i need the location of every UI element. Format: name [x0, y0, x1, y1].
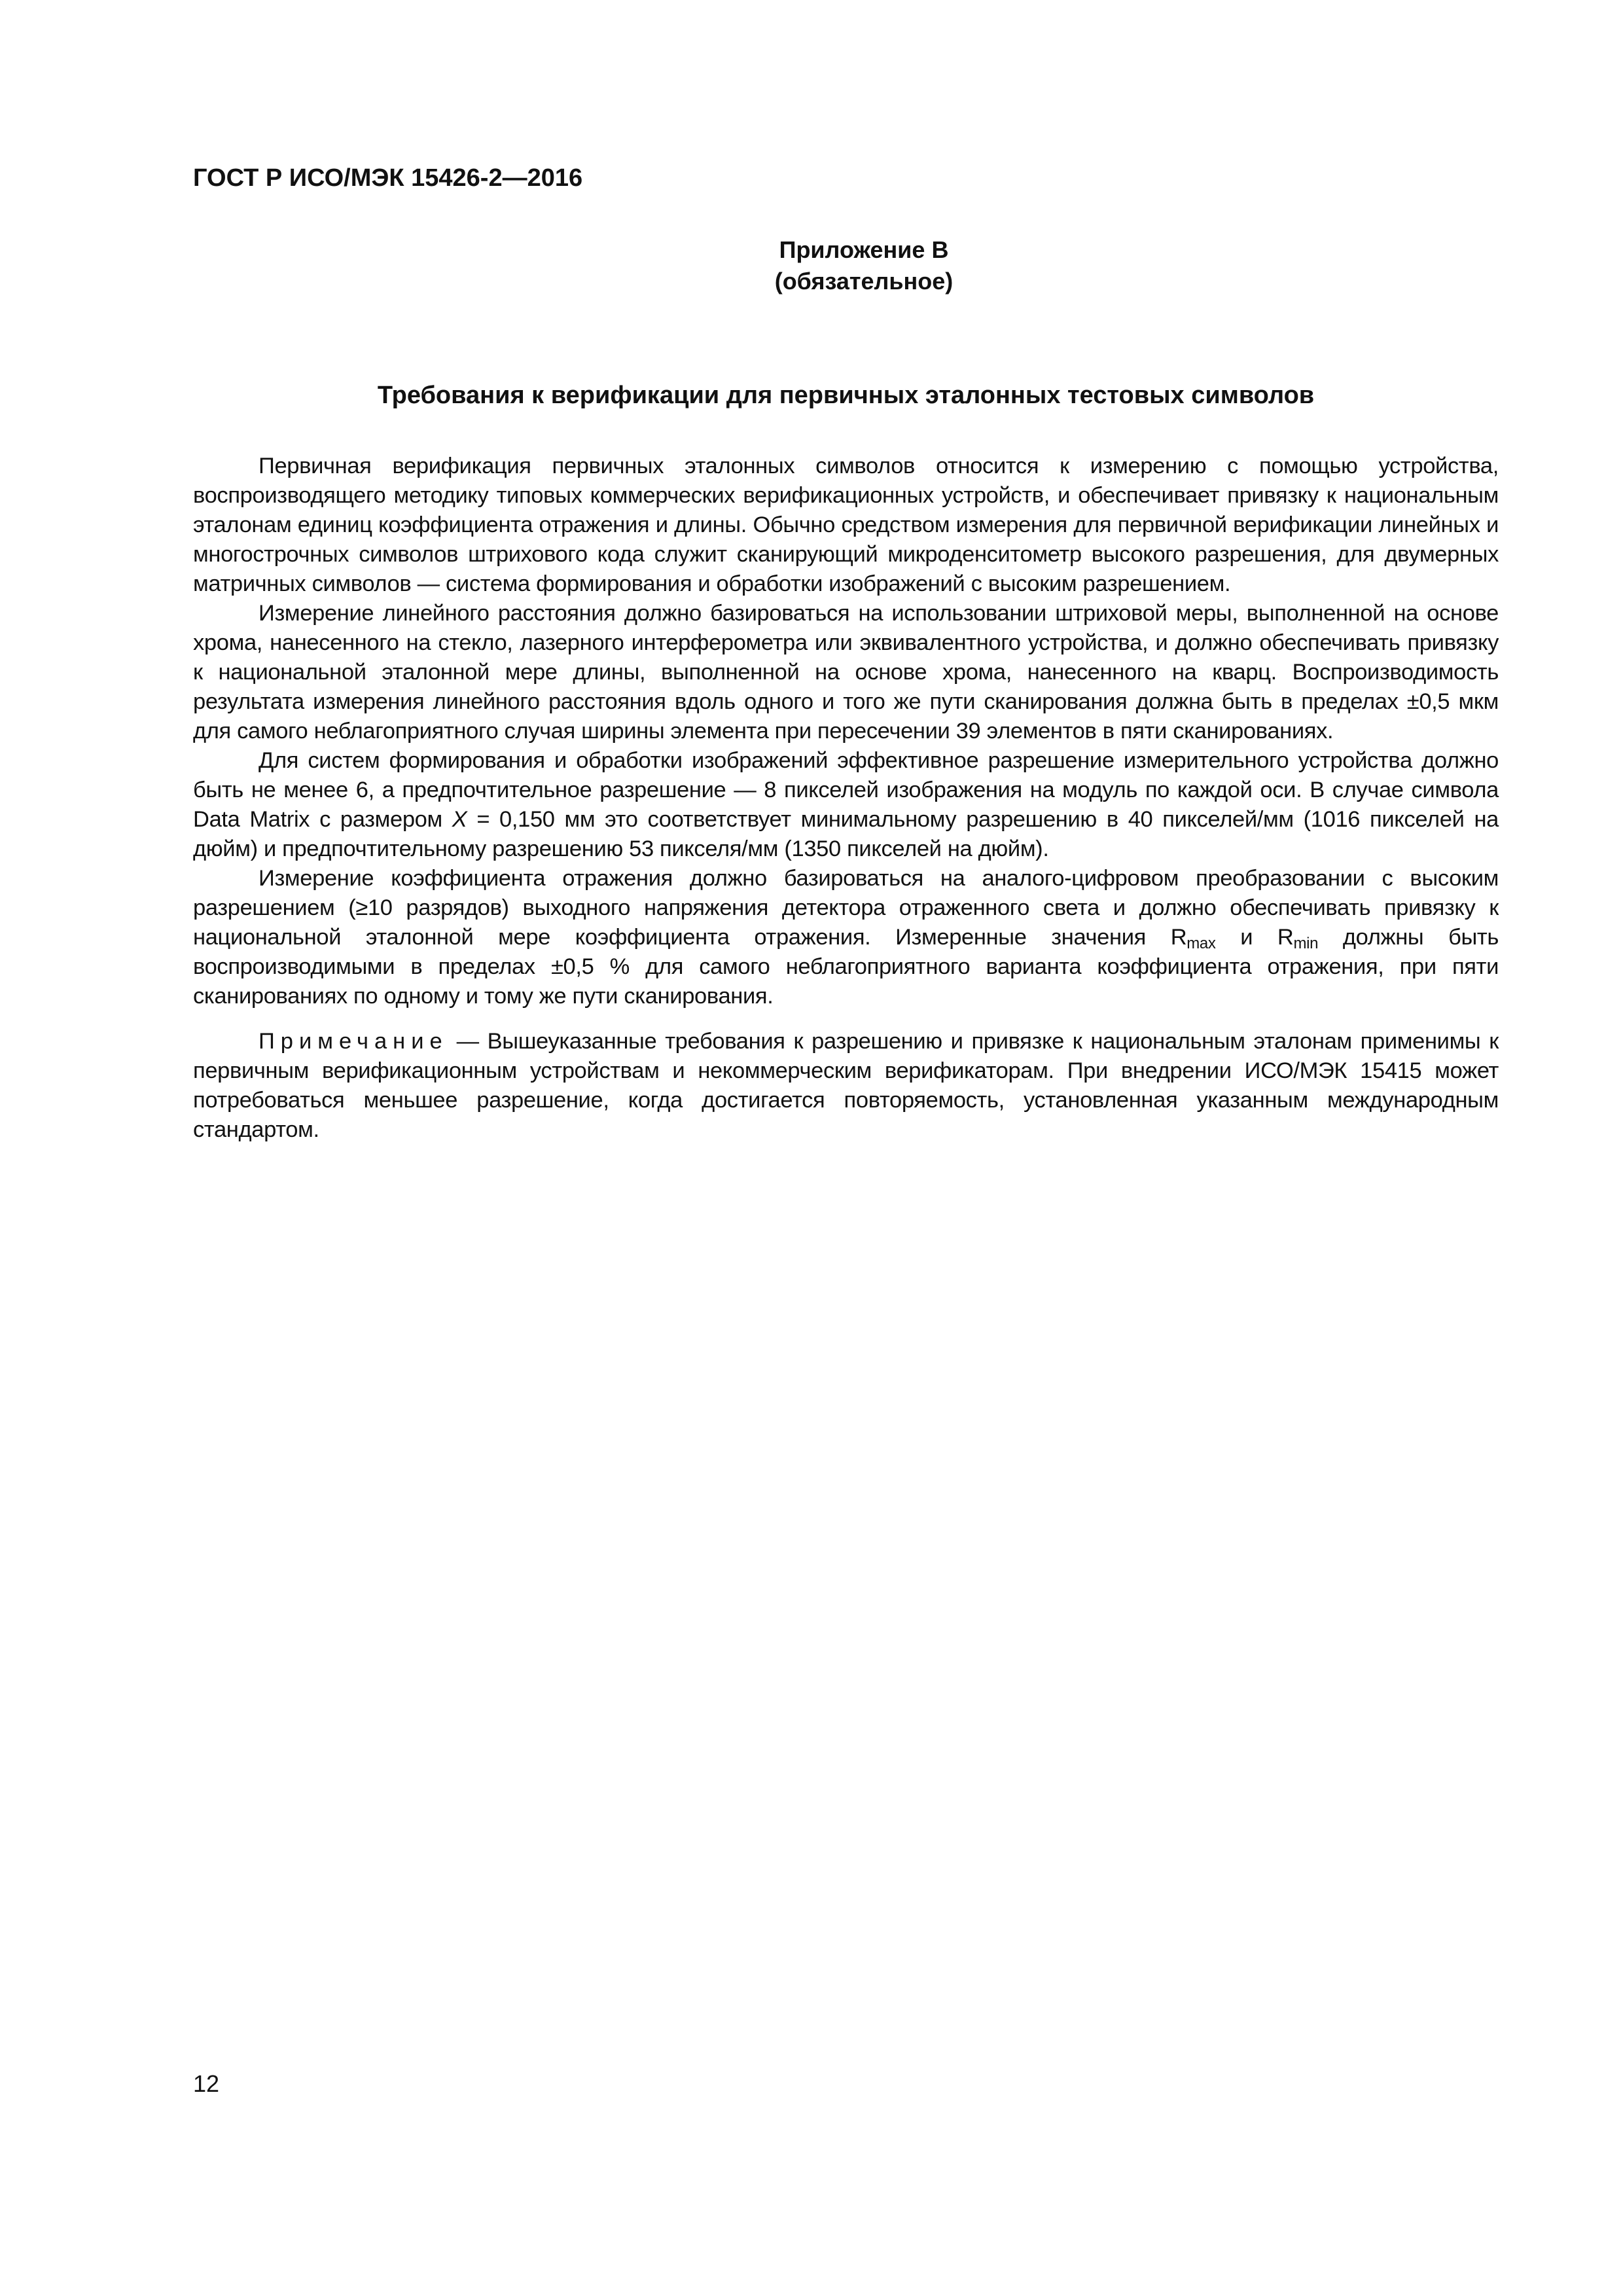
annex-status: (обязательное) — [774, 268, 954, 295]
note-text: — Вышеуказанные требования к разрешению и привязке к национальным эталонам применимы к первичным верификационным устройствам и некоммерческим верификаторам. При внедрении ИСО/МЭК 15415 может потребоваться меньшее разрешение, когда достигается повторяемость, установленная указанным международным стандартом. — [193, 1029, 1499, 1142]
module-size-variable: X — [452, 807, 467, 832]
section-title: Требования к верификации для первичных эталонных тестовых символов — [377, 382, 1315, 409]
paragraph-3-part-b: = 0,150 мм это соответствует минимальному разрешению в 40 пикселей/мм (1016 пикселей на дюйм) и предпочтительному разрешению 53 пикселя/мм (1350 пикселей на дюйм). — [193, 807, 1499, 861]
paragraph-3 — [193, 746, 1499, 864]
paragraph-3-part-a: Для систем формирования и обработки изображений эффективное разрешение измерительного устройства должно быть не менее 6, а предпочтительное разрешение — 8 пикселей изображения на модуль по каждой оси. В случае символа Data Matrix с размером — [193, 748, 1499, 832]
paragraph-2: Измерение линейного расстояния должно базироваться на использовании штриховой меры, выполненной на основе хрома, нанесенного на стекло, лазерного интерферометра или эквивалентного устройства, и должно обеспечивать привязку к национальной эталонной мере длины, выполненной на основе хрома, нанесенного на кварц. Воспроизводимость результата измерения линейного расстояния вдоль одного и того же пути сканирования должна быть в пределах ±0,5 мкм для самого неблагоприятного случая ширины элемента при пересечении 39 элементов в пяти сканированиях. — [193, 601, 1499, 744]
page-number: 12 — [193, 2070, 220, 2097]
paragraph-4-mid: и R — [1215, 925, 1294, 950]
paragraph-4-part-b: должны быть воспроизводимыми в пределах ±0,5 % для самого неблагоприятного варианта коэффициента отражения, при пяти сканированиях по одному и тому же пути сканирования. — [193, 925, 1499, 1009]
rmin-subscript: min — [1293, 935, 1319, 952]
note — [193, 1027, 1499, 1145]
paragraph-4 — [193, 864, 1499, 1011]
note-label: Примечание — [259, 1029, 448, 1054]
paragraph-4-part-a: Измерение коэффициента отражения должно базироваться на аналого-цифровом преобразовании с высоким разрешением (≥10 разрядов) выходного напряжения детектора отраженного света и должно обеспечивать привязку к национальной эталонной мере коэффициента отражения. Измеренные значения R — [193, 866, 1499, 950]
annex-heading — [0, 234, 1623, 297]
rmax-subscript: max — [1186, 935, 1216, 952]
standard-header: ГОСТ Р ИСО/МЭК 15426-2—2016 — [193, 164, 583, 192]
annex-title: Приложение В — [779, 236, 949, 263]
body-text — [193, 452, 1499, 1145]
paragraph-1: Первичная верификация первичных эталонных символов относится к измерению с помощью устройства, воспроизводящего методику типовых коммерческих верификационных устройств, и обеспечивает привязку к национальным эталонам единиц коэффициента отражения и длины. Обычно средством измерения для первичной верификации линейных и многострочных символов штрихового кода служит сканирующий микроденситометр высокого разрешения, для двумерных матричных символов — система формирования и обработки изображений с высоким разрешением. — [193, 454, 1499, 596]
